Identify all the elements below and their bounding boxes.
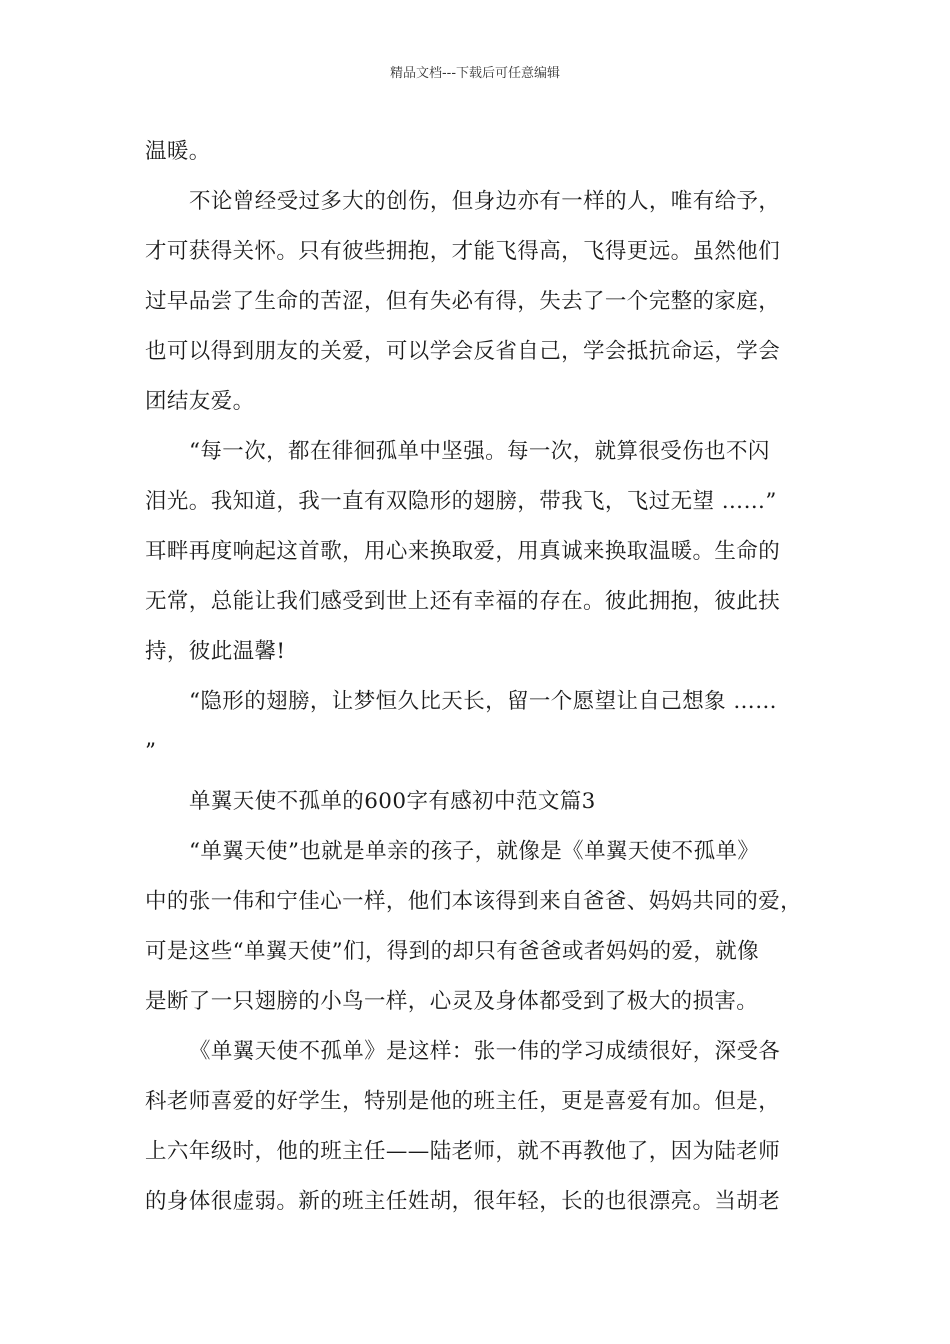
text-line: 耳畔再度响起这首歌，用心来换取爱，用真诚来换取温暖。生命的	[145, 539, 781, 564]
text-line: 也可以得到朋友的关爱，可以学会反省自己，学会抵抗命运，学会	[145, 339, 781, 364]
text-line: “隐形的翅膀，让梦恒久比天长，留一个愿望让自己想象 ……	[189, 689, 778, 714]
text-line: “单翼天使”也就是单亲的孩子，就像是《单翼天使不孤单》	[189, 839, 760, 864]
text-line: 《单翼天使不孤单》是这样：张一伟的学习成绩很好，深受各	[189, 1039, 781, 1064]
text-line: 才可获得关怀。只有彼些拥抱，才能飞得高，飞得更远。虽然他们	[145, 239, 781, 264]
text-line: 可是这些“单翼天使”们，得到的却只有爸爸或者妈妈的爱，就像	[145, 939, 760, 964]
text-line: 泪光。我知道，我一直有双隐形的翅膀，带我飞，飞过无望 ……”	[145, 489, 777, 514]
text-line: 不论曾经受过多大的创伤，但身边亦有一样的人，唯有给予，	[189, 189, 781, 214]
section-heading: 单翼天使不孤单的600字有感初中范文篇3	[189, 789, 596, 814]
text-line: 科老师喜爱的好学生，特别是他的班主任，更是喜爱有加。但是，	[145, 1089, 781, 1114]
text-line: “每一次，都在徘徊孤单中坚强。每一次，就算很受伤也不闪	[189, 439, 770, 464]
text-line: 过早品尝了生命的苦涩，但有失必有得，失去了一个完整的家庭，	[145, 289, 781, 314]
text-line: 的身体很虚弱。新的班主任姓胡，很年轻，长的也很漂亮。当胡老	[145, 1189, 781, 1214]
text-line: 是断了一只翅膀的小鸟一样，心灵及身体都受到了极大的损害。	[145, 989, 759, 1014]
text-line: 中的张一伟和宁佳心一样，他们本该得到来自爸爸、妈妈共同的爱，	[145, 889, 803, 914]
text-line: 温暖。	[145, 139, 211, 164]
text-line: 无常，总能让我们感受到世上还有幸福的存在。彼此拥抱，彼此扶	[145, 589, 781, 614]
text-line: 上六年级时，他的班主任——陆老师，就不再教他了，因为陆老师	[145, 1139, 781, 1164]
text-line: 持，彼此温馨!	[145, 639, 286, 664]
document-body	[145, 127, 825, 1227]
page-header: 精品文档---下载后可任意编辑	[389, 66, 561, 81]
text-line: ”	[145, 739, 157, 764]
text-line: 团结友爱。	[145, 389, 255, 414]
